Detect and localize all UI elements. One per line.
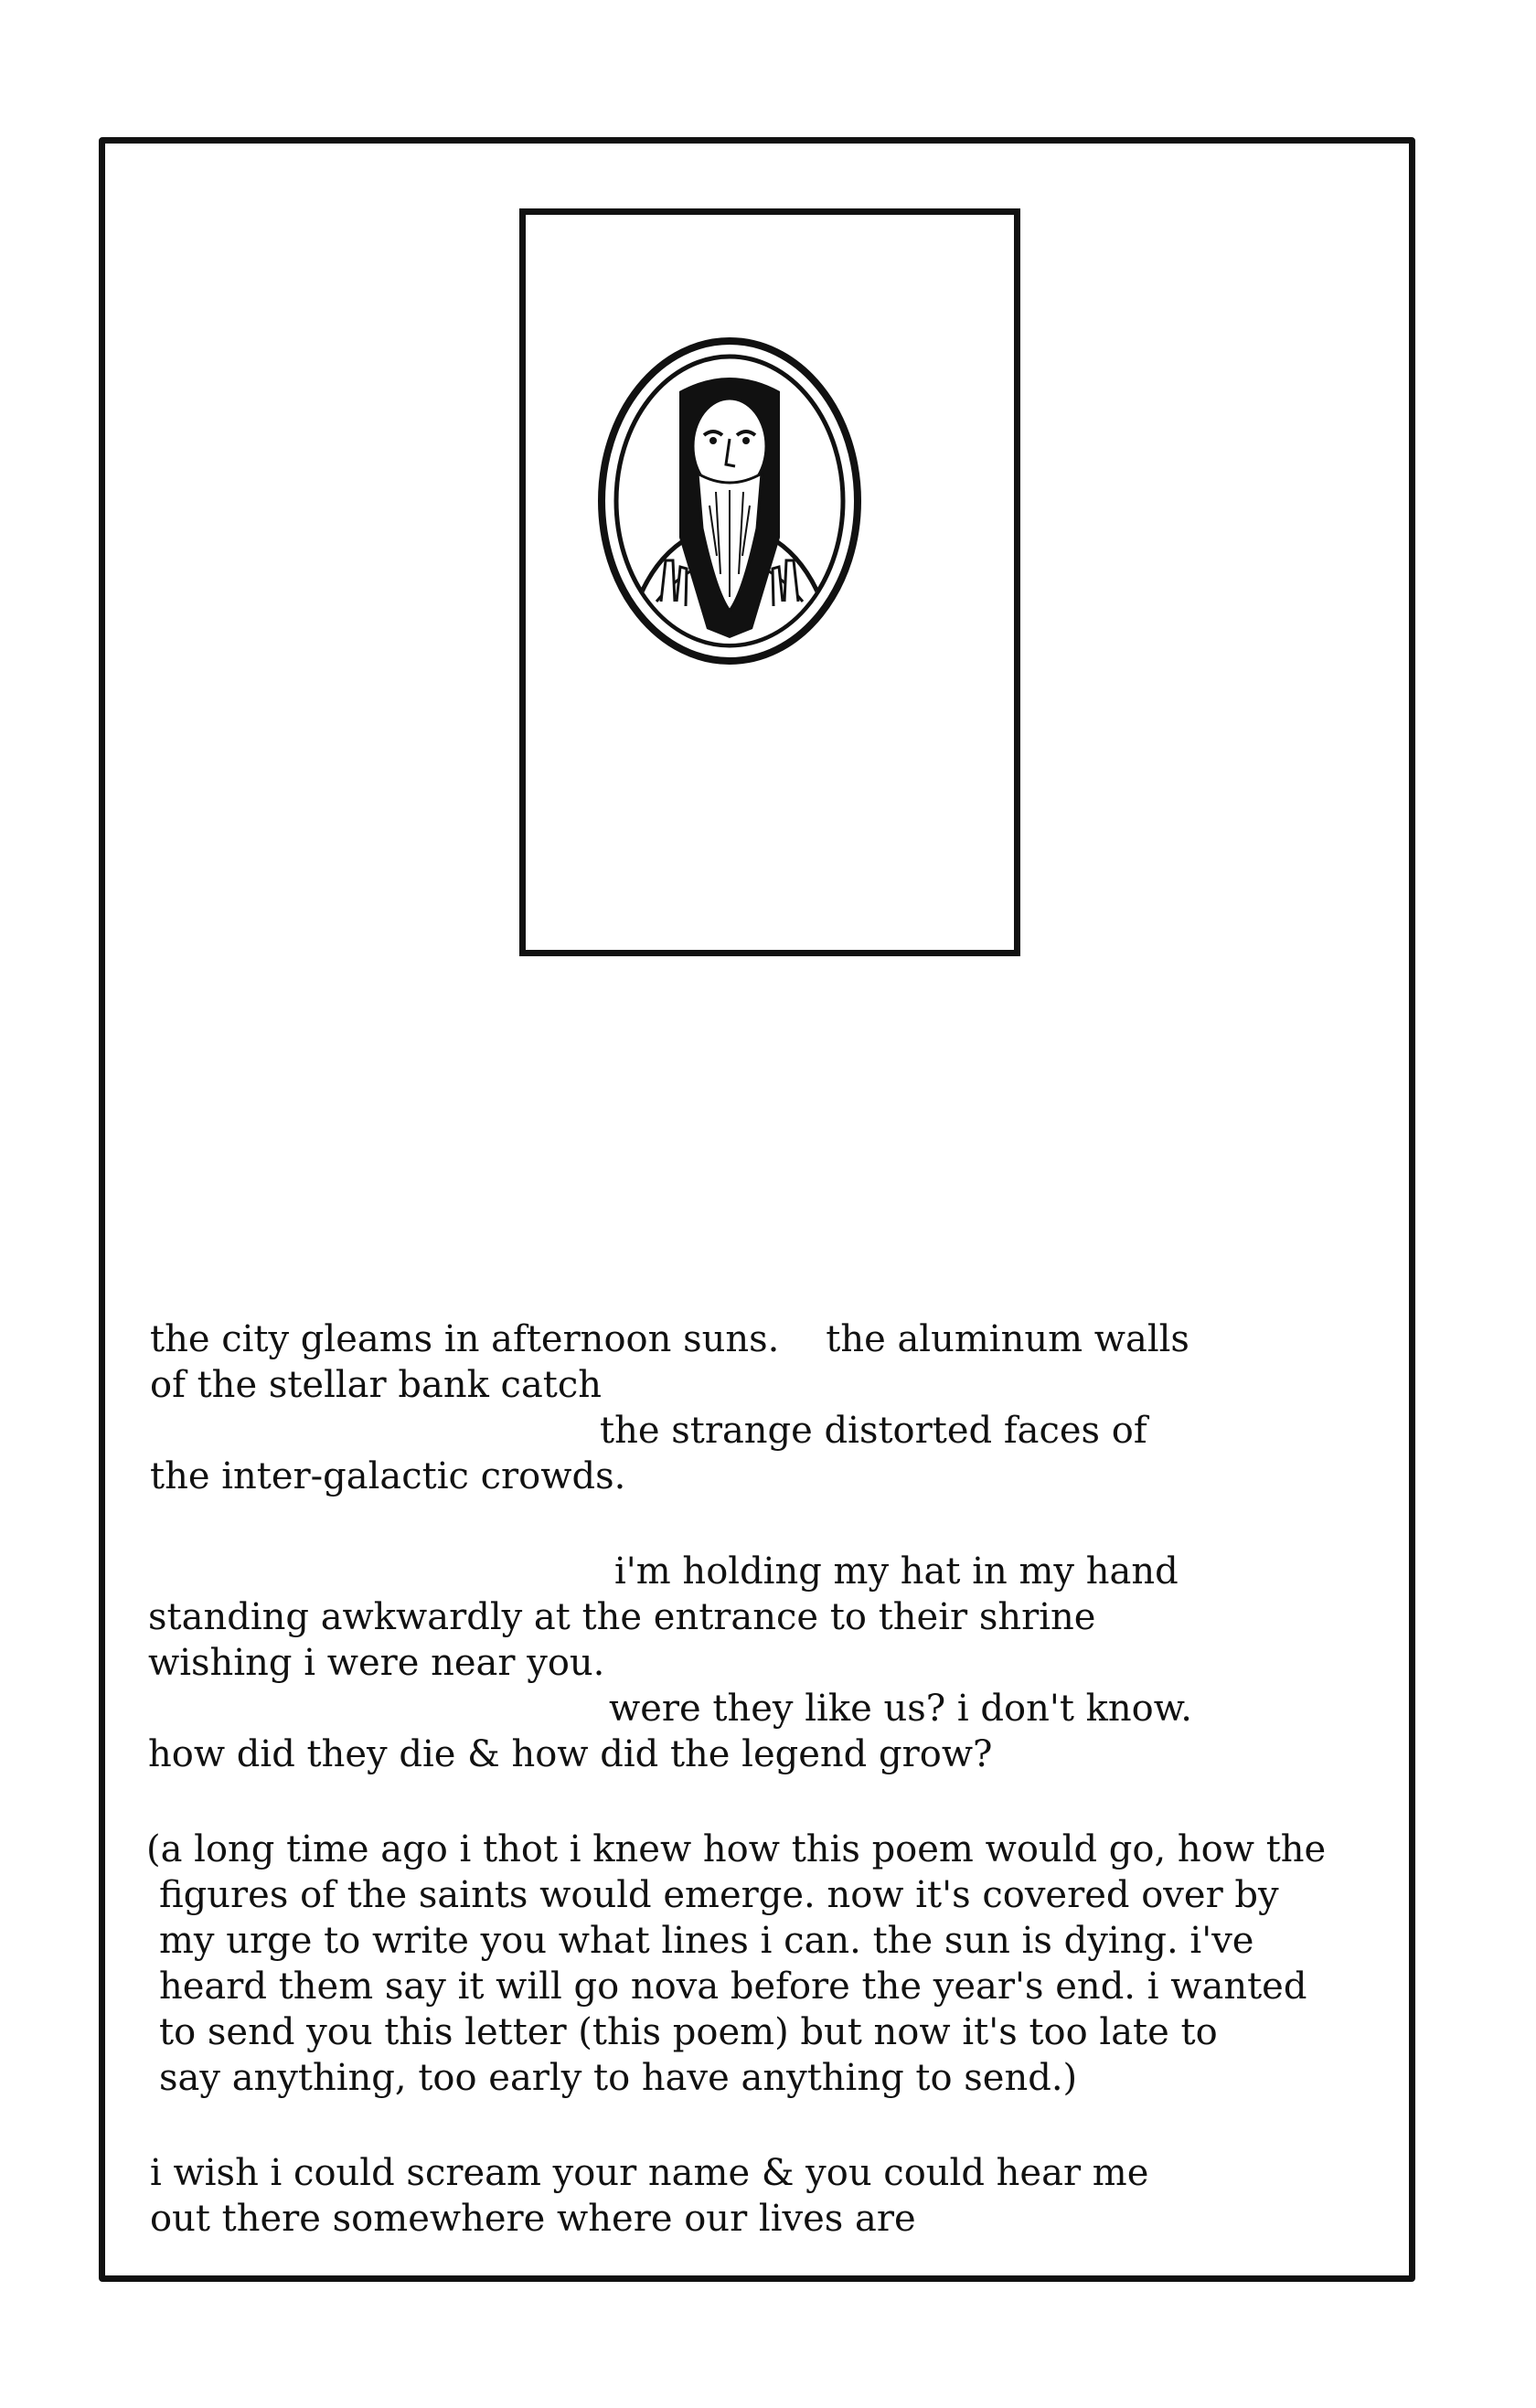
poem-line: were they like us? i don't know. bbox=[609, 1688, 1192, 1730]
poem-line: figures of the saints would emerge. now it's covered over by bbox=[159, 1874, 1279, 1916]
poem-line: my urge to write you what lines i can. the sun is dying. i've bbox=[159, 1920, 1254, 1962]
poem-line: to send you this letter (this poem) but now it's too late to bbox=[159, 2011, 1218, 2053]
poem-line: the strange distorted faces of bbox=[600, 1410, 1147, 1452]
poem-line: of the stellar bank catch bbox=[150, 1364, 603, 1406]
poem-line: how did they die & how did the legend grow? bbox=[148, 1733, 993, 1775]
poem-line: say anything, too early to have anything to send.) bbox=[159, 2057, 1078, 2099]
poem-line: standing awkwardly at the entrance to their shrine bbox=[148, 1596, 1096, 1638]
poem-line: i'm holding my hat in my hand bbox=[614, 1550, 1179, 1593]
poem-line: the city gleams in afternoon suns. the aluminum walls bbox=[150, 1318, 1189, 1360]
poem-line: wishing i were near you. bbox=[148, 1642, 605, 1684]
poem-line: heard them say it will go nova before the year's end. i wanted bbox=[159, 1966, 1307, 2008]
poem-line: the inter-galactic crowds. bbox=[150, 1455, 626, 1497]
poem-line: i wish i could scream your name & you could hear me bbox=[150, 2152, 1149, 2194]
poem-text bbox=[146, 1316, 1353, 2242]
poem-line: (a long time ago i thot i knew how this poem would go, how the bbox=[146, 1828, 1327, 1870]
poem-line: out there somewhere where our lives are bbox=[150, 2198, 916, 2240]
saint-portrait-medallion-icon bbox=[592, 327, 867, 675]
